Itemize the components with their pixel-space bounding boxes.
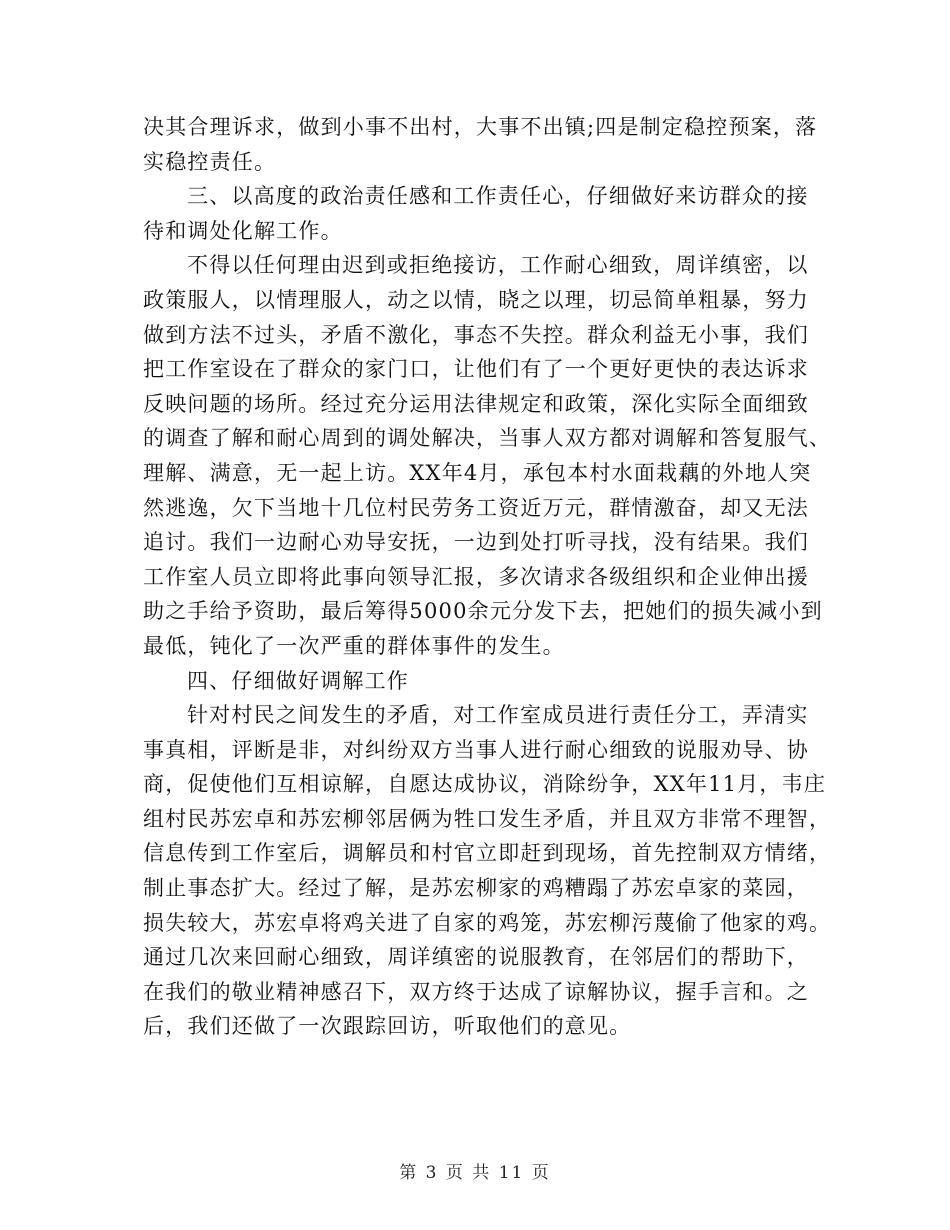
- text-line: 决其合理诉求，做到小事不出村，大事不出镇;四是制定稳控预案，落: [143, 115, 818, 139]
- text-line: 三、以高度的政治责任感和工作责任心，仔细做好来访群众的接: [187, 184, 809, 209]
- text-line: 信息传到工作室后，调解员和村官立即赶到现场，首先控制双方情绪，: [143, 841, 832, 866]
- document-body: [143, 110, 832, 1044]
- text-line: 做到方法不过头，矛盾不激化，事态不失控。群众利益无小事，我们: [143, 322, 809, 347]
- text-line: 追讨。我们一边耐心劝导安抚，一边到处打听寻找，没有结果。我们: [143, 530, 809, 555]
- page-number-footer: 第 3 页 共 11 页: [399, 1163, 551, 1183]
- text-line: 商，促使他们互相谅解，自愿达成协议，消除纷争，XX年11月，韦庄: [143, 772, 827, 797]
- text-line: 的调查了解和耐心周到的调处解决，当事人双方都对调解和答复服气、: [143, 426, 832, 451]
- text-line: 组村民苏宏卓和苏宏柳邻居俩为牲口发生矛盾，并且双方非常不理智，: [143, 806, 832, 831]
- text-line: 理解、满意，无一起上访。XX年4月，承包本村水面栽藕的外地人突: [143, 460, 812, 485]
- text-line: 最低，钝化了一次严重的群体事件的发生。: [143, 633, 565, 658]
- text-line: 四、仔细做好调解工作: [187, 668, 409, 693]
- text-line: 把工作室设在了群众的家门口，让他们有了一个更好更快的表达诉求: [143, 357, 809, 382]
- text-line: 实稳控责任。: [143, 149, 277, 174]
- text-line: 不得以任何理由迟到或拒绝接访，工作耐心细致，周详缜密，以: [187, 253, 809, 278]
- text-line: 后，我们还做了一次跟踪回访，听取他们的意见。: [143, 1014, 632, 1039]
- text-line: 工作室人员立即将此事向领导汇报，多次请求各级组织和企业伸出援: [143, 564, 809, 589]
- text-line: 在我们的敬业精神感召下，双方终于达成了谅解协议，握手言和。之: [143, 979, 809, 1004]
- text-line: 反映问题的场所。经过充分运用法律规定和政策，深化实际全面细致: [143, 391, 809, 416]
- text-line: 通过几次来回耐心细致，周详缜密的说服教育，在邻居们的帮助下，: [143, 945, 809, 970]
- text-line: 损失较大，苏宏卓将鸡关进了自家的鸡笼，苏宏柳污蔑偷了他家的鸡。: [143, 910, 832, 935]
- text-line: 助之手给予资助，最后筹得5000余元分发下去，把她们的损失减小到: [143, 599, 823, 624]
- text-line: 待和调处化解工作。: [143, 218, 343, 243]
- text-line: 然逃逸，欠下当地十几位村民劳务工资近万元，群情激奋，却又无法: [143, 495, 809, 520]
- text-line: 制止事态扩大。经过了解，是苏宏柳家的鸡糟蹋了苏宏卓家的菜园，: [143, 876, 809, 901]
- text-line: 针对村民之间发生的矛盾，对工作室成员进行责任分工，弄清实: [187, 703, 809, 728]
- text-line: 政策服人，以情理服人，动之以情，晓之以理，切忌简单粗暴，努力: [143, 287, 809, 312]
- text-line: 事真相，评断是非，对纠纷双方当事人进行耐心细致的说服劝导、协: [143, 737, 809, 762]
